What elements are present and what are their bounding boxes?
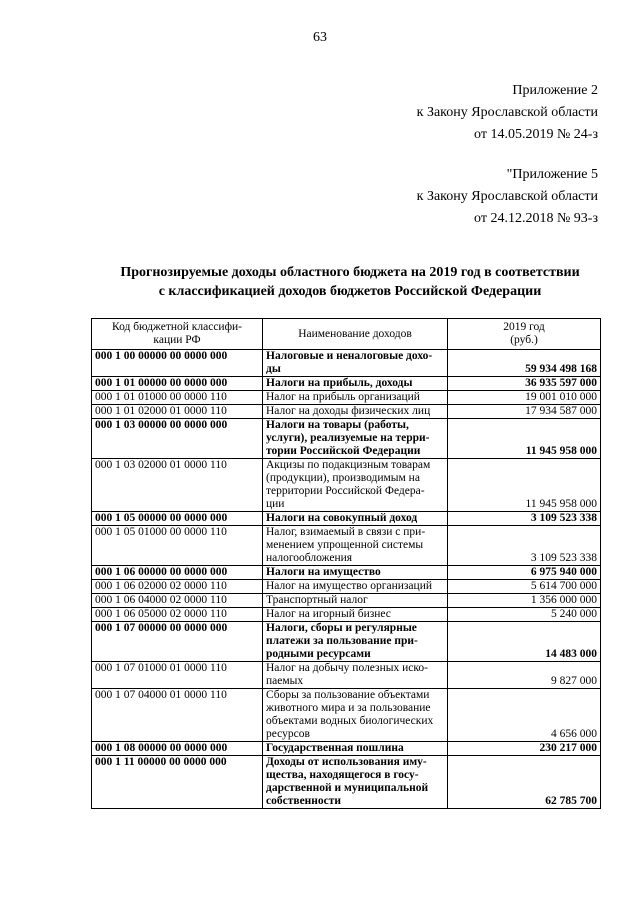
cell-name: Налоги, сборы и регулярные платежи за пользование при- родными ресурсами — [263, 622, 448, 662]
cell-name: Сборы за пользование объектами животного мира и за пользование объектами водных биологических ресурсов — [263, 689, 448, 742]
table-row — [92, 742, 601, 756]
table-row — [92, 512, 601, 526]
cell-name: Налоги на товары (работы, услуги), реализуемые на терри- тории Российской Федерации — [263, 419, 448, 459]
table-row — [92, 756, 601, 809]
appendix-1-line-2: к Закону Ярославской области — [416, 105, 598, 120]
cell-code: 000 1 05 00000 00 0000 000 — [92, 512, 263, 526]
table-body — [92, 350, 601, 809]
cell-code: 000 1 11 00000 00 0000 000 — [92, 756, 263, 809]
cell-name: Налог на прибыль организаций — [263, 391, 448, 405]
cell-code: 000 1 07 04000 01 0000 110 — [92, 689, 263, 742]
cell-value: 11 945 958 000 — [448, 459, 601, 512]
cell-name: Государственная пошлина — [263, 742, 448, 756]
cell-name: Доходы от использования иму- щества, находящегося в госу- дарственной и муниципальной собственности — [263, 756, 448, 809]
cell-code: 000 1 06 04000 02 0000 110 — [92, 594, 263, 608]
table-row — [92, 689, 601, 742]
table-row — [92, 405, 601, 419]
table-row — [92, 608, 601, 622]
cell-value: 4 656 000 — [448, 689, 601, 742]
cell-code: 000 1 07 00000 00 0000 000 — [92, 622, 263, 662]
header-value — [448, 319, 601, 350]
cell-name: Налог на имущество организаций — [263, 580, 448, 594]
cell-name: Налог на добычу полезных иско- паемых — [263, 662, 448, 689]
appendix-2-line-2: к Закону Ярославской области — [416, 189, 598, 204]
cell-code: 000 1 01 02000 01 0000 110 — [92, 405, 263, 419]
appendix-1-line-1: Приложение 2 — [512, 83, 598, 98]
cell-value: 1 356 000 000 — [448, 594, 601, 608]
table-row — [92, 662, 601, 689]
appendix-header-1 — [417, 80, 598, 146]
cell-code: 000 1 06 02000 02 0000 110 — [92, 580, 263, 594]
appendix-2-line-1: "Приложение 5 — [506, 167, 598, 182]
cell-code: 000 1 03 02000 01 0000 110 — [92, 459, 263, 512]
cell-code: 000 1 01 00000 00 0000 000 — [92, 377, 263, 391]
cell-value: 230 217 000 — [448, 742, 601, 756]
table-row — [92, 566, 601, 580]
cell-value: 5 614 700 000 — [448, 580, 601, 594]
title-line-1: Прогнозируемые доходы областного бюджета на 2019 год в соответствии — [120, 265, 580, 280]
cell-value: 19 001 010 000 — [448, 391, 601, 405]
table-row — [92, 594, 601, 608]
document-title — [60, 263, 640, 301]
page-number: 63 — [313, 30, 327, 45]
cell-value: 5 240 000 — [448, 608, 601, 622]
table-header-row — [92, 319, 601, 350]
appendix-1-line-3: от 14.05.2019 № 24-з — [474, 127, 598, 142]
table-row — [92, 526, 601, 566]
cell-value: 6 975 940 000 — [448, 566, 601, 580]
table-row — [92, 419, 601, 459]
cell-code: 000 1 05 01000 00 0000 110 — [92, 526, 263, 566]
cell-code: 000 1 06 05000 02 0000 110 — [92, 608, 263, 622]
cell-code: 000 1 03 00000 00 0000 000 — [92, 419, 263, 459]
table-row — [92, 350, 601, 377]
cell-value: 3 109 523 338 — [448, 526, 601, 566]
appendix-2-line-3: от 24.12.2018 № 93-з — [474, 211, 598, 226]
cell-name: Налоги на имущество — [263, 566, 448, 580]
table-row — [92, 622, 601, 662]
title-line-2: с классификацией доходов бюджетов Российской Федерации — [158, 284, 542, 299]
cell-code: 000 1 00 00000 00 0000 000 — [92, 350, 263, 377]
cell-name: Налоги на совокупный доход — [263, 512, 448, 526]
cell-value: 9 827 000 — [448, 662, 601, 689]
cell-name: Акцизы по подакцизным товарам (продукции), производимым на территории Российской Федера- ции — [263, 459, 448, 512]
cell-name: Налог, взимаемый в связи с при- менением упрощенной системы налогообложения — [263, 526, 448, 566]
header-code — [92, 319, 263, 350]
cell-value: 59 934 498 168 — [448, 350, 601, 377]
table-row — [92, 459, 601, 512]
cell-value: 62 785 700 — [448, 756, 601, 809]
appendix-header-2 — [417, 164, 598, 230]
cell-code: 000 1 06 00000 00 0000 000 — [92, 566, 263, 580]
header-name — [263, 319, 448, 350]
table-row — [92, 580, 601, 594]
table-row — [92, 391, 601, 405]
header-value-text: 2019 год (руб.) — [503, 321, 545, 346]
cell-code: 000 1 01 01000 00 0000 110 — [92, 391, 263, 405]
header-code-text: Код бюджетной классифи- кации РФ — [111, 321, 243, 346]
table-row — [92, 377, 601, 391]
cell-code: 000 1 08 00000 00 0000 000 — [92, 742, 263, 756]
cell-value: 17 934 587 000 — [448, 405, 601, 419]
cell-code: 000 1 07 01000 01 0000 110 — [92, 662, 263, 689]
cell-name: Налог на игорный бизнес — [263, 608, 448, 622]
cell-value: 11 945 958 000 — [448, 419, 601, 459]
cell-name: Налог на доходы физических лиц — [263, 405, 448, 419]
cell-name: Налоги на прибыль, доходы — [263, 377, 448, 391]
revenue-table — [91, 318, 601, 809]
header-name-text: Наименование доходов — [298, 327, 412, 340]
cell-value: 14 483 000 — [448, 622, 601, 662]
cell-name: Транспортный налог — [263, 594, 448, 608]
cell-value: 3 109 523 338 — [448, 512, 601, 526]
cell-name: Налоговые и неналоговые дохо- ды — [263, 350, 448, 377]
cell-value: 36 935 597 000 — [448, 377, 601, 391]
